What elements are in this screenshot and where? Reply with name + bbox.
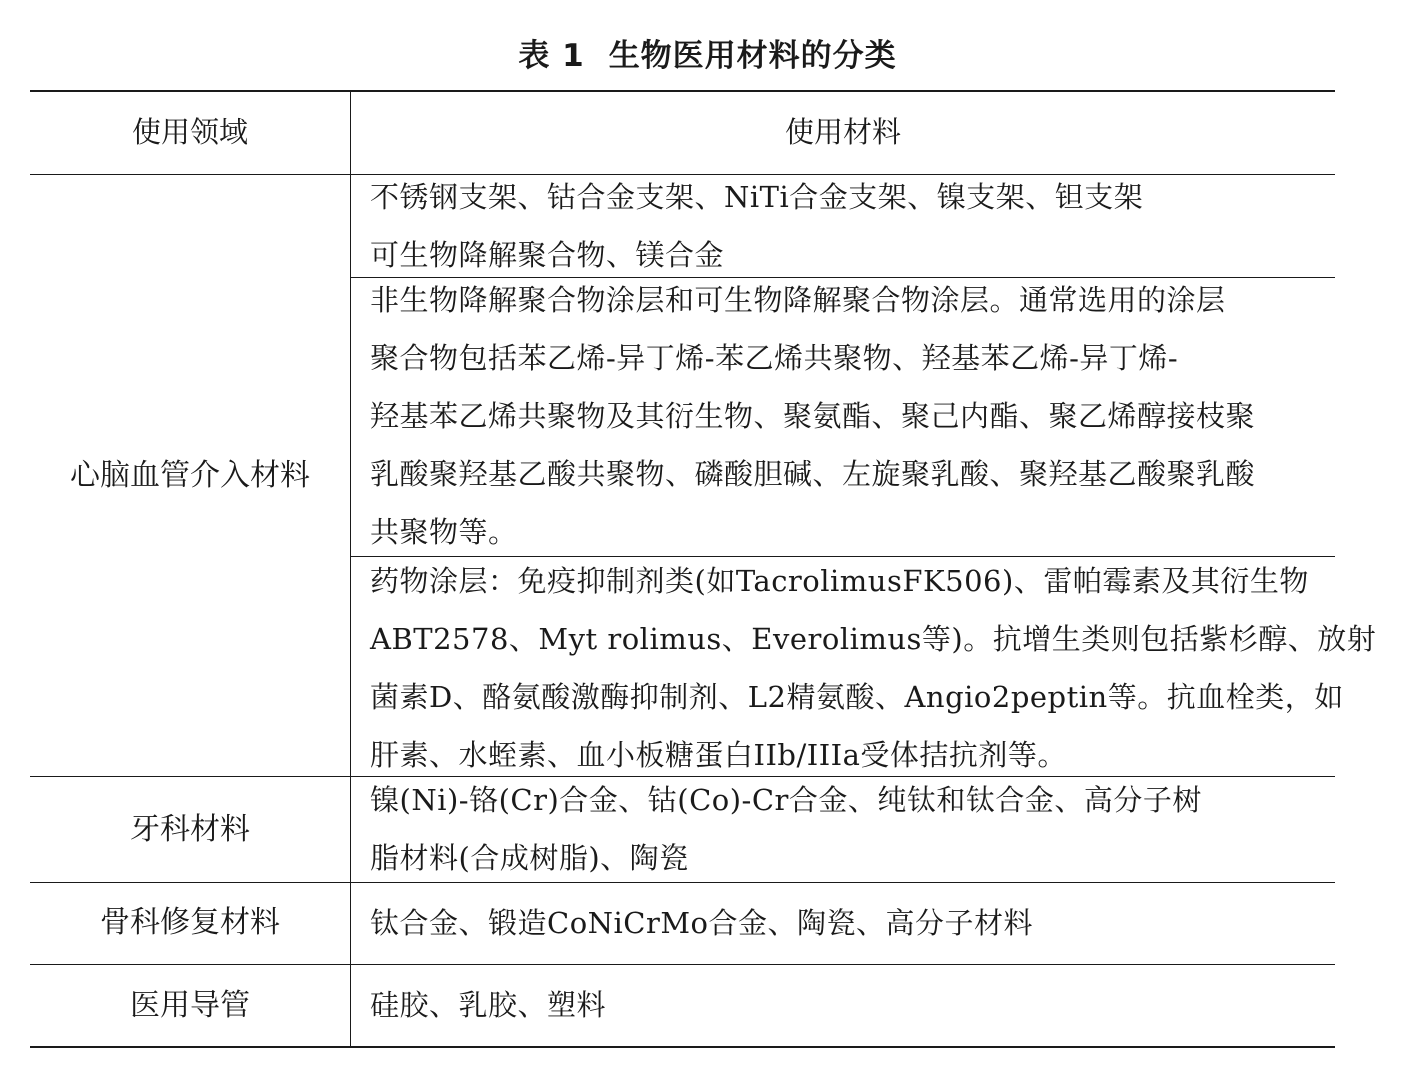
materials-line: 肝素、水蛭素、血小板糖蛋白IIb/IIIa受体拮抗剂等。 xyxy=(370,738,1067,772)
materials-line: ABT2578、Myt rolimus、Everolimus等)。抗增生类则包括紫杉醇、放射 xyxy=(370,622,1377,656)
materials-line: 钛合金、锻造CoNiCrMo合金、陶瓷、高分子材料 xyxy=(370,906,1034,940)
table-bottom-rule xyxy=(30,1046,1335,1048)
materials-line: 乳酸聚羟基乙酸共聚物、磷酸胆碱、左旋聚乳酸、聚羟基乙酸聚乳酸 xyxy=(370,457,1256,491)
table-top-rule xyxy=(30,90,1335,92)
materials-line: 镍(Ni)-铬(Cr)合金、钴(Co)-Cr合金、纯钛和钛合金、高分子树 xyxy=(370,783,1202,817)
field-dental: 牙科材料 xyxy=(130,812,250,847)
materials-line: 聚合物包括苯乙烯-异丁烯-苯乙烯共聚物、羟基苯乙烯-异丁烯- xyxy=(370,341,1179,375)
materials-line: 共聚物等。 xyxy=(370,515,518,549)
materials-cell xyxy=(370,168,1320,284)
materials-line: 可生物降解聚合物、镁合金 xyxy=(370,238,725,272)
materials-cell xyxy=(370,552,1377,784)
field-cardiovascular: 心脑血管介入材料 xyxy=(70,458,310,493)
materials-line: 菌素D、酪氨酸激酶抑制剂、L2精氨酸、Angio2peptin等。抗血栓类，如 xyxy=(370,680,1344,714)
header-field: 使用领域 xyxy=(131,115,248,149)
row-divider xyxy=(30,964,1335,965)
field-orthopedic: 骨科修复材料 xyxy=(100,905,280,940)
column-divider xyxy=(350,91,351,1047)
materials-cell xyxy=(370,771,1320,887)
field-catheter: 医用导管 xyxy=(130,988,250,1023)
materials-line: 不锈钢支架、钴合金支架、NiTi合金支架、镍支架、钽支架 xyxy=(370,180,1144,214)
table-caption: 生物医用材料的分类 xyxy=(608,38,897,74)
materials-line: 脂材料(合成树脂)、陶瓷 xyxy=(370,841,689,875)
materials-cell xyxy=(370,976,1320,1034)
table-title xyxy=(0,30,1415,75)
materials-cell xyxy=(370,894,1320,952)
materials-line: 药物涂层：免疫抑制剂类(如TacrolimusFK506)、雷帕霉素及其衍生物 xyxy=(370,564,1309,598)
materials-cell xyxy=(370,271,1320,561)
header-materials: 使用材料 xyxy=(784,115,901,149)
materials-line: 羟基苯乙烯共聚物及其衍生物、聚氨酯、聚己内酯、聚乙烯醇接枝聚 xyxy=(370,399,1256,433)
table-number: 表 1 xyxy=(518,38,585,74)
materials-line: 硅胶、乳胶、塑料 xyxy=(370,988,607,1022)
materials-line: 非生物降解聚合物涂层和可生物降解聚合物涂层。通常选用的涂层 xyxy=(370,283,1226,317)
